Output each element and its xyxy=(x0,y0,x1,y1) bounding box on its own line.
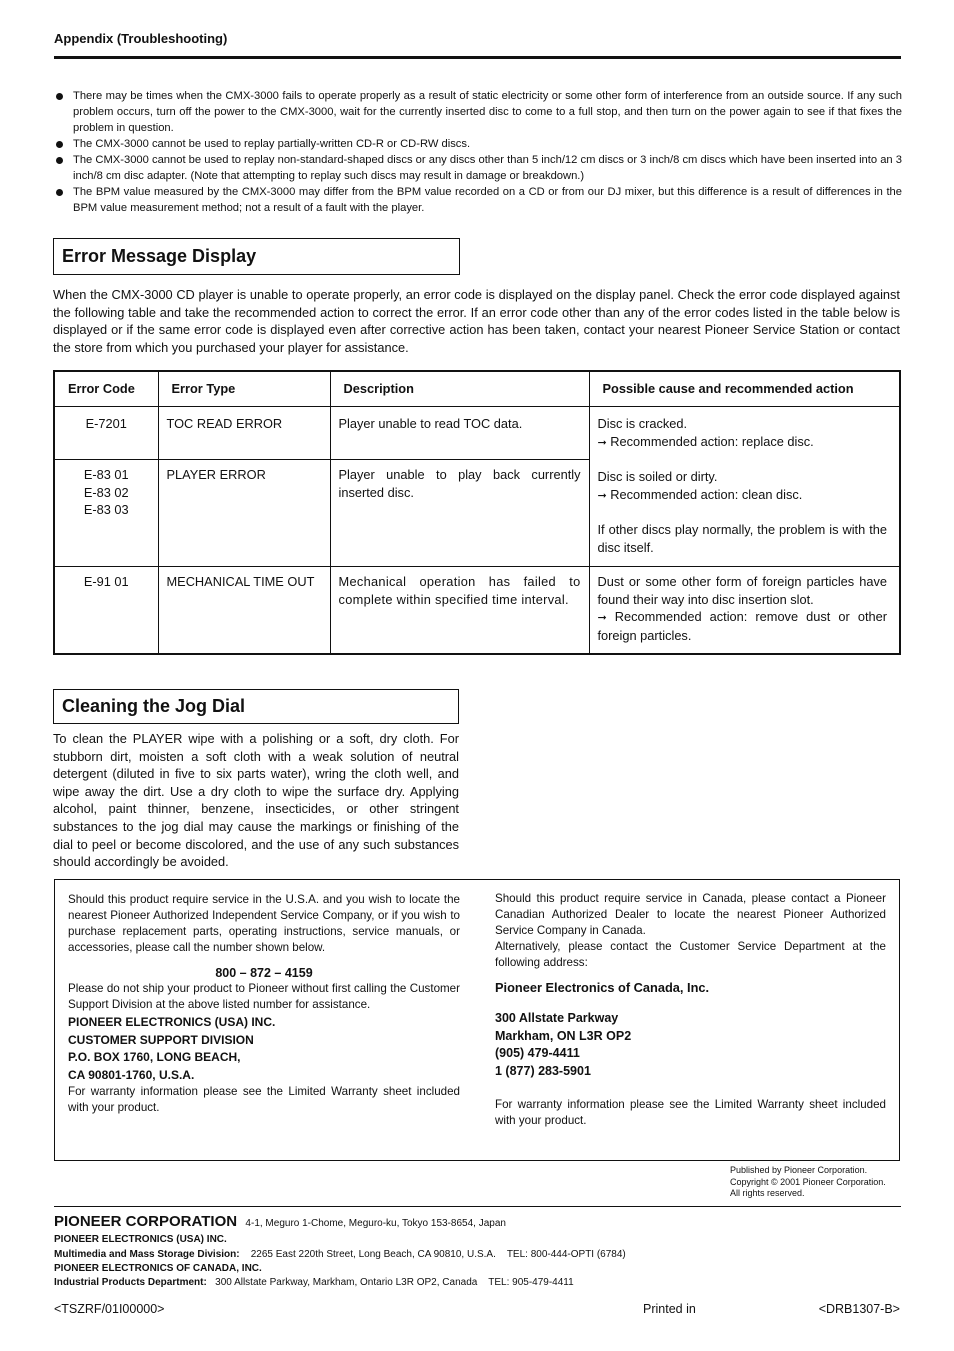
error-section-title: Error Message Display xyxy=(53,238,460,275)
error-code: E-91 01 xyxy=(54,567,158,654)
doc-code-left: <TSZRF/01I00000> xyxy=(54,1302,165,1316)
publisher-note: Published by Pioneer Corporation. Copyright © 2001 Pioneer Corporation. All rights reserved. xyxy=(730,1165,886,1198)
error-description: Mechanical operation has failed to complete within specified time interval. xyxy=(330,567,589,654)
error-type: MECHANICAL TIME OUT xyxy=(158,567,330,654)
doc-code-right: <DRB1307-B> xyxy=(818,1302,900,1316)
col-header-code: Error Code xyxy=(54,371,158,407)
error-code: E-83 01 E-83 02 E-83 03 xyxy=(54,460,158,567)
cleaning-text: To clean the PLAYER wipe with a polishing or a soft, dry cloth. For stubborn dirt, moisten a soft cloth with a weak solution of neutral detergent (diluted in five to six parts water), wring the cloth well, and wipe away the dirt. Use a dry cloth to wipe the surface dry. Applying alcohol, paint thinner, benzene, insecticides, or other stringent substances to the jog dial may cause the markings or finishing of the dial to peel or become discolored, and the use of any such substances should accordingly be avoided. xyxy=(53,731,459,870)
error-cause: Dust or some other form of foreign particles have found their way into disc insertion slot. ➞ Recommended action: remove dust or other foreign particles. xyxy=(589,567,900,654)
error-intro: When the CMX-3000 CD player is unable to operate properly, an error code is displayed on the display panel. Check the error code displayed against the following table and take the recommended action to correct the error. If an error code other than any of the error codes listed in the table below is displayed or if the same error code is displayed even after corrective action has been taken, contact your nearest Pioneer Service Station or contact the store from which you purchased your player for assistance. xyxy=(53,287,900,355)
bullet-icon xyxy=(56,157,63,164)
arrow-right-icon: ➞ xyxy=(597,435,607,449)
note-item: The CMX-3000 cannot be used to replay partially-written CD-R or CD-RW discs. xyxy=(54,136,902,152)
service-usa: Should this product require service in the U.S.A. and you wish to locate the nearest Pioneer Authorized Independent Service Company, or if you wish to purchase replacement parts, operating instructions, service manuals, or accessories, please call the number shown below. 800 – 872 – 4159 Please do not ship your product to Pioneer without first calling the Customer Support Division at the above listed number for assistance. PIONEER ELECTRONICS (USA) INC. CUSTOMER SUPPORT DIVISION P.O. BOX 1760, LONG BEACH, CA 90801-1760, U.S.A. For warranty information please see the Limited Warranty sheet included with your product. xyxy=(68,893,460,1114)
error-type: PLAYER ERROR xyxy=(158,460,330,567)
note-item: The CMX-3000 cannot be used to replay non-standard-shaped discs or any discs other than 5 inch/12 cm discs or 3 inch/8 cm discs which have been inserted into an 3 inch/8 cm disc adapter. (Note that attempting to replay such discs may result in damage or breakdown.) xyxy=(54,152,902,184)
arrow-right-icon: ➞ xyxy=(597,488,607,502)
error-cause: Disc is cracked. ➞ Recommended action: replace disc. Disc is soiled or dirty. ➞ Recommended action: clean disc. If other discs play normally, the problem is with the disc itself. xyxy=(589,407,900,567)
table-row xyxy=(54,567,900,654)
error-type: TOC READ ERROR xyxy=(158,407,330,460)
service-info-box xyxy=(54,879,900,1161)
canada-company: Pioneer Electronics of Canada, Inc. xyxy=(495,980,710,995)
footer-usa-name: PIONEER ELECTRONICS (USA) INC. xyxy=(54,1234,227,1245)
cleaning-section-title: Cleaning the Jog Dial xyxy=(53,689,459,724)
table-row xyxy=(54,407,900,460)
arrow-right-icon: ➞ xyxy=(597,611,607,625)
error-table xyxy=(53,370,901,655)
error-description: Player unable to play back currently inserted disc. xyxy=(330,460,589,567)
bullet-icon xyxy=(56,141,63,148)
section-header: Appendix (Troubleshooting) xyxy=(54,31,228,46)
printed-in: Printed in xyxy=(643,1302,696,1316)
service-phone: 800 – 872 – 4159 xyxy=(215,966,313,980)
error-description: Player unable to read TOC data. xyxy=(330,407,589,460)
note-item: There may be times when the CMX-3000 fails to operate properly as a result of static electricity or some other form of interference from an outside source. If any such problem occurs, turn off the power to the CMX-3000, wait for the currently inserted disc to come to a full stop, and then turn on the power again to see if that fixes the problem in question. xyxy=(54,88,902,136)
col-header-type: Error Type xyxy=(158,371,330,407)
notes-list xyxy=(54,88,902,216)
footer-canada-division: Industrial Products Department: 300 Allstate Parkway, Markham, Ontario L3R OP2, Canada TEL: 905-479-4411 xyxy=(54,1277,574,1288)
bullet-icon xyxy=(56,93,63,100)
bullet-icon xyxy=(56,189,63,196)
footer-canada-name: PIONEER ELECTRONICS OF CANADA, INC. xyxy=(54,1263,262,1274)
footer-usa-division: Multimedia and Mass Storage Division: 2265 East 220th Street, Long Beach, CA 90810, U.S.A. TEL: 800-444-OPTI (6784) xyxy=(54,1249,626,1260)
col-header-description: Description xyxy=(330,371,589,407)
col-header-cause: Possible cause and recommended action xyxy=(589,371,900,407)
note-item: The BPM value measured by the CMX-3000 may differ from the BPM value recorded on a CD or from our DJ mixer, but this difference is a result of differences in the BPM value measurement method; not a result of a fault with the player. xyxy=(54,184,902,216)
header-rule xyxy=(54,56,901,59)
footer-corp: PIONEER CORPORATION 4-1, Meguro 1-Chome, Meguro-ku, Tokyo 153-8654, Japan xyxy=(54,1213,506,1230)
error-code: E-7201 xyxy=(54,407,158,460)
footer-rule xyxy=(54,1206,901,1207)
service-canada: Should this product require service in Canada, please contact a Pioneer Canadian Authorized Dealer to locate the nearest Pioneer Authorized Service Company in Canada. Alternatively, please contact the Customer Service Department at the following address: Pioneer Electronics of Canada, Inc. 300 Allstate Parkway Markham, ON L3R OP2 (905) 479-4411 1 (877) 283-5901 For warranty information please see the Limited Warranty sheet included with your product. xyxy=(495,892,886,1127)
table-header-row xyxy=(54,371,900,407)
